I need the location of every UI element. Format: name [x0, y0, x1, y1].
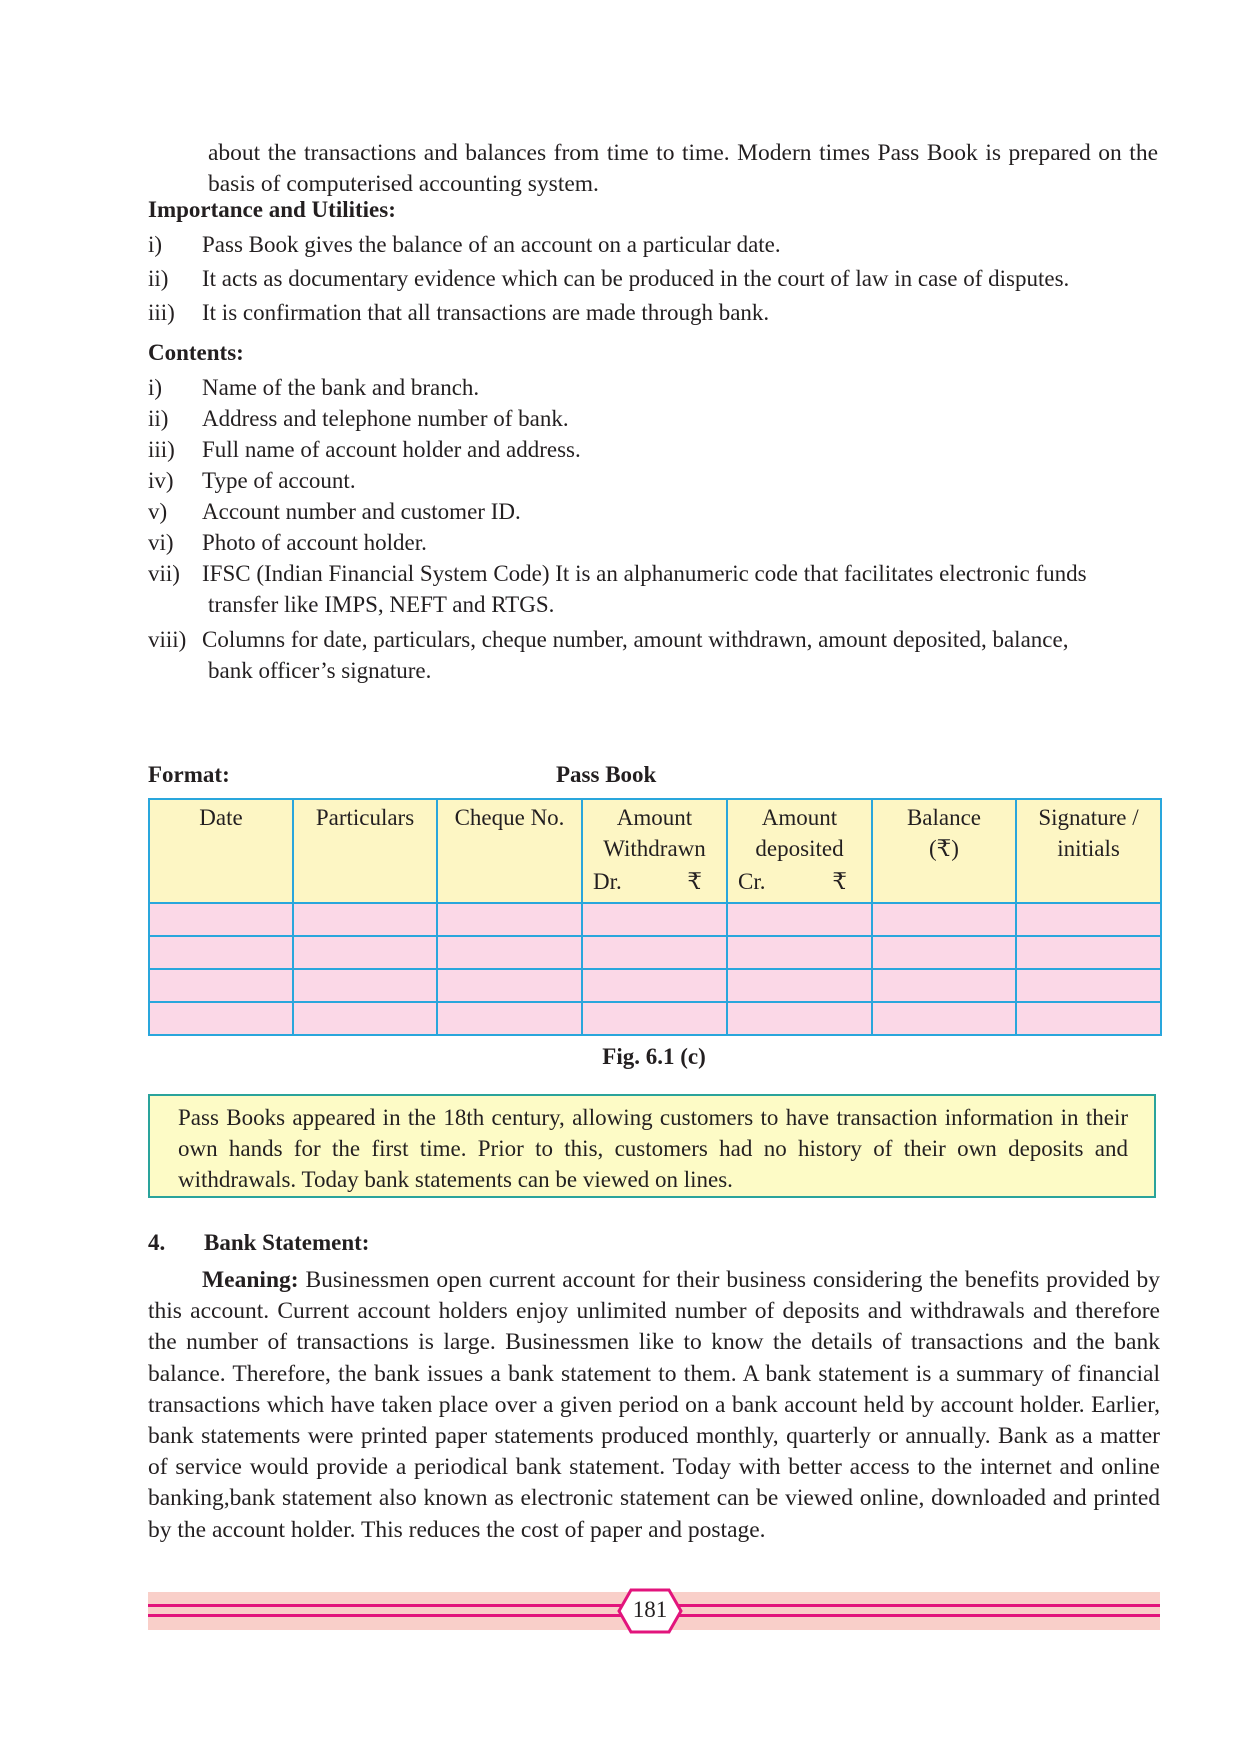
importance-heading: Importance and Utilities:	[148, 197, 396, 222]
list-number: i)	[148, 232, 163, 257]
table-title: Pass Book	[556, 762, 657, 787]
table-row	[149, 903, 1161, 936]
list-item	[148, 465, 1160, 496]
table-row	[149, 936, 1161, 969]
list-item	[148, 434, 1160, 465]
col-cheque-no: Cheque No.	[437, 799, 582, 903]
table-row	[149, 969, 1161, 1002]
list-text: Type of account.	[202, 468, 356, 493]
list-text-continued: transfer like IMPS, NEFT and RTGS.	[208, 592, 555, 617]
page-number: 181	[632, 1597, 668, 1622]
rupee-symbol: ₹	[832, 869, 847, 894]
table-cell	[149, 936, 293, 969]
table-cell	[727, 936, 872, 969]
list-text: Columns for date, particulars, cheque number, amount withdrawn, amount deposited, balance,	[202, 627, 1069, 652]
importance-list	[148, 229, 1160, 328]
meaning-text: Businessmen open current account for their business considering the benefits provided by this account. Current account holders enjoy unlimited number of deposits and withdrawals and therefore the number of transactions is large. Businessmen like to know the details of transactions and the bank balance. Therefore, the bank issues a bank statement to them. A bank statement is a summary of financial transactions which have taken place over a given period on a bank account held by account holder. Earlier, bank statements were printed paper statements produced monthly, quarterly or annually. Bank as a matter of service would provide a periodical bank statement. Today with better access to the internet and online banking,bank statement also known as electronic statement can be viewed online, downloaded and printed by the account holder. This reduces the cost of paper and postage.	[148, 1267, 1160, 1543]
table-cell	[727, 969, 872, 1002]
table-cell	[149, 1002, 293, 1035]
section-number: 4.	[148, 1230, 166, 1255]
list-item	[148, 297, 1160, 328]
table-cell	[1016, 969, 1161, 1002]
table-cell	[293, 903, 437, 936]
table-row	[149, 1002, 1161, 1035]
list-number: iii)	[148, 300, 175, 325]
list-number: ii)	[148, 406, 169, 431]
list-text: It acts as documentary evidence which can be produced in the court of law in case of disputes.	[202, 266, 1070, 291]
list-number: v)	[148, 499, 168, 524]
list-text-continued: bank officer’s signature.	[208, 658, 432, 683]
list-item	[148, 229, 1160, 260]
table-cell	[437, 903, 582, 936]
table-cell	[582, 1002, 727, 1035]
col-date: Date	[149, 799, 293, 903]
list-text: Address and telephone number of bank.	[202, 406, 569, 431]
format-label: Format:	[148, 762, 230, 787]
contents-heading: Contents:	[148, 340, 244, 365]
dr-label: Dr.	[593, 869, 622, 894]
table-cell	[293, 936, 437, 969]
list-text: Pass Book gives the balance of an account on a particular date.	[202, 232, 781, 257]
list-item	[148, 496, 1160, 527]
table-cell	[582, 936, 727, 969]
meaning-label: Meaning:	[202, 1267, 299, 1293]
passbook-table	[148, 798, 1162, 1036]
list-number: iii)	[148, 437, 175, 462]
list-number: vii)	[148, 561, 180, 586]
figure-caption: Fig. 6.1 (c)	[602, 1044, 706, 1069]
table-cell	[872, 969, 1016, 1002]
list-text: IFSC (Indian Financial System Code) It is an alphanumeric code that facilitates electronic funds	[202, 561, 1087, 586]
table-cell	[727, 903, 872, 936]
list-text: Full name of account holder and address.	[202, 437, 581, 462]
table-cell	[437, 936, 582, 969]
col-balance: Balance (₹)	[872, 799, 1016, 903]
list-text: Photo of account holder.	[202, 530, 427, 555]
rupee-symbol: ₹	[687, 869, 702, 894]
contents-list	[148, 372, 1160, 686]
list-number: iv)	[148, 468, 174, 493]
table-cell	[727, 1002, 872, 1035]
list-item	[148, 263, 1160, 294]
table-cell	[437, 969, 582, 1002]
cr-label: Cr.	[738, 869, 766, 894]
list-number: viii)	[148, 627, 187, 652]
list-text: It is confirmation that all transactions are made through bank.	[202, 300, 770, 325]
table-cell	[1016, 903, 1161, 936]
table-cell	[293, 1002, 437, 1035]
col-signature: Signature / initials	[1016, 799, 1161, 903]
table-header-row	[149, 799, 1161, 903]
col-particulars: Particulars	[293, 799, 437, 903]
list-item	[148, 372, 1160, 403]
table-cell	[1016, 1002, 1161, 1035]
list-item	[148, 403, 1160, 434]
col-amount-withdrawn: Amount Withdrawn Dr. ₹	[582, 799, 727, 903]
table-cell	[149, 903, 293, 936]
table-cell	[872, 1002, 1016, 1035]
table-cell	[582, 969, 727, 1002]
table-cell	[582, 903, 727, 936]
table-cell	[149, 969, 293, 1002]
list-number: vi)	[148, 530, 174, 555]
table-cell	[872, 903, 1016, 936]
list-item	[148, 558, 1160, 620]
list-item	[148, 624, 1160, 686]
list-text: Name of the bank and branch.	[202, 375, 480, 400]
col-amount-deposited: Amount deposited Cr. ₹	[727, 799, 872, 903]
list-number: i)	[148, 375, 163, 400]
table-cell	[1016, 936, 1161, 969]
bank-statement-paragraph	[148, 1265, 1160, 1546]
list-number: ii)	[148, 266, 169, 291]
info-note-box: Pass Books appeared in the 18th century, allowing customers to have transaction information in their own hands for the first time. Prior to this, customers had no history of their own deposits and withdrawals. Today bank statements can be viewed on lines.	[148, 1094, 1156, 1198]
table-cell	[872, 936, 1016, 969]
section-title: Bank Statement:	[204, 1230, 370, 1255]
list-item	[148, 527, 1160, 558]
table-cell	[293, 969, 437, 1002]
list-text: Account number and customer ID.	[202, 499, 521, 524]
table-cell	[437, 1002, 582, 1035]
intro-paragraph: about the transactions and balances from time to time. Modern times Pass Book is prepared on the basis of computerised accounting system.	[208, 140, 1158, 197]
